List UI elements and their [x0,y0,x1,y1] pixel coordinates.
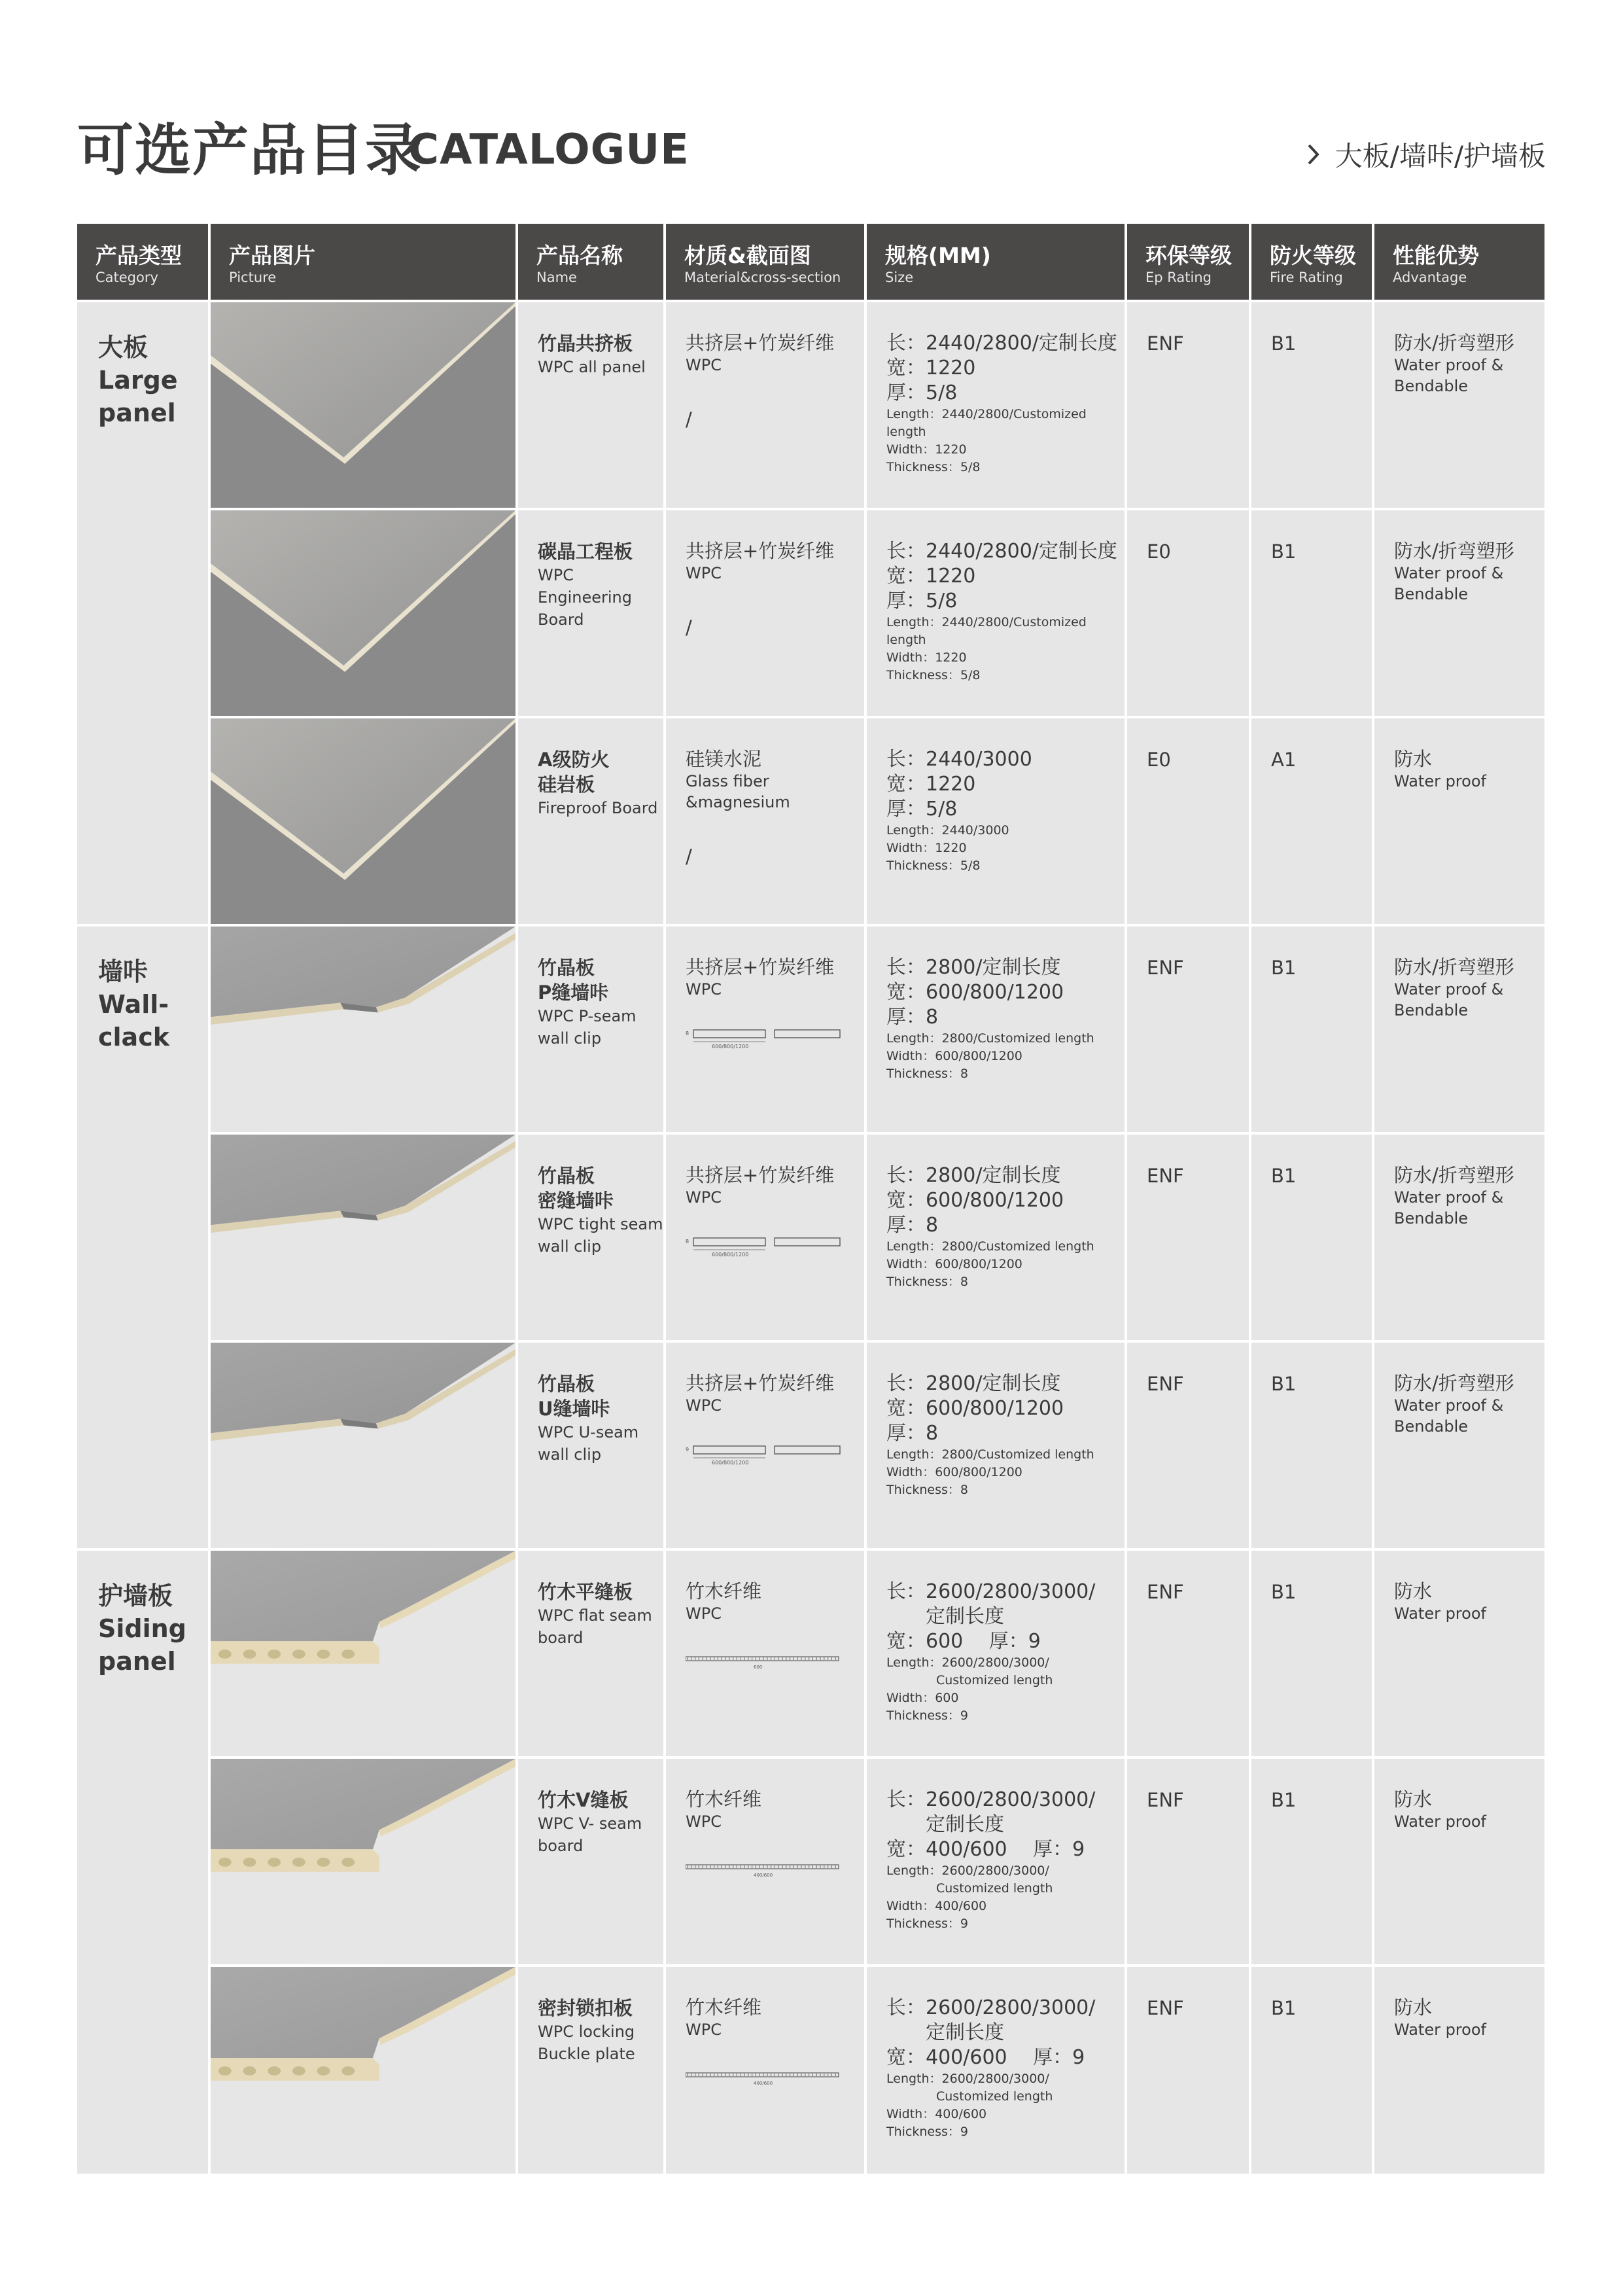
advantage-cell [1373,509,1544,717]
fire-rating-cell [1250,1549,1373,1757]
material-en: WPC [686,1396,722,1415]
product-photo [211,302,515,508]
ep-rating: ENF [1147,332,1184,355]
material-cell [665,509,865,717]
fire-rating: B1 [1271,1789,1297,1811]
size-zh: 长：2440/2800/定制长度 宽：1220 厚：5/8 [886,332,1117,404]
cross-section-placeholder: / [686,845,692,868]
advantage-zh: 防水/折弯塑形 [1394,956,1514,978]
column-header-zh: 产品名称 [536,243,623,268]
fire-rating: B1 [1271,1581,1297,1603]
size-cell [865,717,1126,925]
cross-section-drawing [686,1441,843,1467]
column-header [517,224,665,301]
breadcrumb[interactable] [1306,135,1546,174]
ep-rating: E0 [1147,540,1171,563]
category-cell [77,301,209,925]
size-cell [865,301,1126,509]
material-cell [665,1341,865,1549]
ep-rating-cell [1126,301,1250,509]
size-zh: 长：2600/2800/3000/ 定制长度 宽：400/600 厚：9 [886,1788,1096,1861]
ep-rating: ENF [1147,1997,1184,2019]
material-cell [665,301,865,509]
material-zh: 共挤层+竹炭纤维 [686,956,835,978]
picture-cell [209,509,517,717]
category-cell [77,1549,209,2174]
ep-rating-cell [1126,717,1250,925]
cross-section-placeholder: / [686,408,692,431]
ep-rating: ENF [1147,1165,1184,1187]
fire-rating-cell [1250,1966,1373,2174]
material-cell [665,1966,865,2174]
fire-rating: B1 [1271,540,1297,563]
fire-rating: B1 [1271,1165,1297,1187]
product-name-zh: 竹晶板 密缝墙咔 [538,1165,614,1212]
picture-cell [209,1133,517,1341]
ep-rating-cell [1126,1966,1250,2174]
ep-rating: ENF [1147,1789,1184,1811]
advantage-cell [1373,301,1544,509]
column-header-en: Name [536,270,577,285]
size-cell [865,925,1126,1133]
table-row [77,925,1544,1133]
advantage-zh: 防水 [1394,1996,1433,2019]
column-header [77,224,209,301]
column-header-en: Material&cross-section [684,270,841,285]
size-cell [865,1549,1126,1757]
size-en: Length：2600/2800/3000/ Customized length Width：400/600 Thickness：9 [886,1863,1053,1931]
product-name-en: WPC V- seam board [538,1814,642,1855]
column-header [865,224,1126,301]
fire-rating: B1 [1271,332,1297,355]
column-header-en: Fire Rating [1270,270,1343,285]
material-en: WPC [686,2021,722,2039]
picture-cell [209,301,517,509]
advantage-zh: 防水/折弯塑形 [1394,1372,1514,1394]
advantage-zh: 防水/折弯塑形 [1394,540,1514,562]
table-row [77,509,1544,717]
cross-section-width: 600 [754,1665,763,1670]
ep-rating: ENF [1147,1373,1184,1395]
product-name-en: WPC tight seam wall clip [538,1215,663,1256]
fire-rating: B1 [1271,1997,1297,2019]
picture-cell [209,925,517,1133]
size-cell [865,1966,1126,2174]
table-header [77,224,1544,301]
advantage-cell [1373,1757,1544,1966]
fire-rating-cell [1250,717,1373,925]
column-header-en: Picture [229,270,277,285]
material-cell [665,717,865,925]
material-zh: 共挤层+竹炭纤维 [686,540,835,562]
fire-rating: B1 [1271,957,1297,979]
size-en: Length：2440/2800/Customized length Width：1220 Thickness：5/8 [886,407,1087,474]
advantage-zh: 防水 [1394,1788,1433,1810]
category-name-zh: 护墙板 [98,1581,173,1610]
material-zh: 共挤层+竹炭纤维 [686,332,835,354]
cross-section-thickness: 9 [686,1447,689,1453]
category-name-zh: 大板 [98,333,148,362]
size-en: Length：2600/2800/3000/ Customized length Width：600 Thickness：9 [886,1655,1053,1723]
product-name-en: WPC Engineering Board [538,566,632,629]
advantage-cell [1373,1549,1544,1757]
size-cell [865,509,1126,717]
cross-section-thickness: 8 [686,1031,689,1036]
cross-section-drawing [686,1233,843,1259]
advantage-en: Water proof & Bendable [1394,1396,1504,1436]
column-header-en: Category [96,270,158,285]
fire-rating: A1 [1271,749,1297,771]
material-zh: 共挤层+竹炭纤维 [686,1164,835,1186]
fire-rating-cell [1250,1133,1373,1341]
advantage-zh: 防水 [1394,1580,1433,1602]
fire-rating-cell [1250,1757,1373,1966]
category-name-en: panel [98,1647,176,1676]
product-name-zh: 竹晶板 U缝墙咔 [538,1373,610,1420]
table-row [77,1966,1544,2174]
column-header-zh: 规格(MM) [885,243,991,268]
product-photo [211,927,515,1132]
material-en: WPC [686,1812,722,1831]
chevron-right-icon [1306,143,1321,166]
cross-section-width: 600/800/1200 [712,1460,749,1466]
picture-cell [209,1341,517,1549]
cross-section-width: 400/600 [754,2081,773,2086]
fire-rating-cell [1250,925,1373,1133]
size-cell [865,1133,1126,1341]
product-name-zh: A级防火 硅岩板 [538,749,610,796]
table-row [77,1341,1544,1549]
product-photo [211,1343,515,1548]
ep-rating-cell [1126,925,1250,1133]
column-header-zh: 产品类型 [96,243,182,268]
cross-section-drawing [686,1649,843,1675]
product-photo [211,1759,515,1964]
table-row [77,1757,1544,1966]
material-en: WPC [686,564,722,582]
product-photo [211,510,515,716]
advantage-en: Water proof & Bendable [1394,356,1504,395]
name-cell [517,1757,665,1966]
size-zh: 长：2800/定制长度 宽：600/800/1200 厚：8 [886,1164,1064,1237]
category-name-en: Siding [98,1614,186,1643]
column-header-en: Size [885,270,914,285]
ep-rating-cell [1126,1757,1250,1966]
category-cell [77,925,209,1549]
advantage-cell [1373,1133,1544,1341]
breadcrumb-label: 大板/墙咔/护墙板 [1335,140,1546,172]
picture-cell [209,1966,517,2174]
table-row [77,717,1544,925]
material-en: Glass fiber &magnesium [686,772,790,811]
category-name-en: clack [98,1023,169,1051]
advantage-cell [1373,717,1544,925]
advantage-en: Water proof [1394,772,1486,790]
column-header-zh: 材质&截面图 [684,243,811,268]
product-name-en: WPC flat seam board [538,1606,652,1647]
advantage-zh: 防水/折弯塑形 [1394,332,1514,354]
material-zh: 硅镁水泥 [686,748,762,770]
product-name-en: WPC P-seam wall clip [538,1007,637,1048]
column-header [665,224,865,301]
ep-rating: E0 [1147,749,1171,771]
size-zh: 长：2800/定制长度 宽：600/800/1200 厚：8 [886,1372,1064,1445]
product-photo [211,1135,515,1340]
cross-section-width: 400/600 [754,1873,773,1878]
product-photo [211,718,515,924]
material-cell [665,1757,865,1966]
product-name-zh: 竹晶共挤板 [538,332,633,355]
product-photo [211,1967,515,2174]
ep-rating-cell [1126,509,1250,717]
product-name-en: WPC all panel [538,358,646,376]
cross-section-drawing [686,1025,843,1051]
size-zh: 长：2800/定制长度 宽：600/800/1200 厚：8 [886,956,1064,1029]
name-cell [517,1966,665,2174]
advantage-zh: 防水/折弯塑形 [1394,1164,1514,1186]
column-header-en: Ep Rating [1145,270,1212,285]
size-zh: 长：2440/3000 宽：1220 厚：5/8 [886,748,1032,821]
size-zh: 长：2440/2800/定制长度 宽：1220 厚：5/8 [886,540,1117,612]
size-en: Length：2800/Customized length Width：600/800/1200 Thickness：8 [886,1447,1094,1497]
column-header-zh: 产品图片 [229,243,315,268]
cross-section-width: 600/800/1200 [712,1044,749,1050]
picture-cell [209,1757,517,1966]
size-en: Length：2800/Customized length Width：600/800/1200 Thickness：8 [886,1031,1094,1081]
product-name-zh: 密封锁扣板 [538,1997,633,2019]
advantage-en: Water proof & Bendable [1394,980,1504,1019]
picture-cell [209,1549,517,1757]
category-name-en: panel [98,398,176,427]
column-header-zh: 性能优势 [1393,243,1479,268]
column-header [1250,224,1373,301]
advantage-en: Water proof & Bendable [1394,564,1504,603]
size-zh: 长：2600/2800/3000/ 定制长度 宽：600 厚：9 [886,1580,1096,1653]
advantage-en: Water proof [1394,1812,1486,1831]
size-en: Length：2440/3000 Width：1220 Thickness：5/8 [886,823,1009,873]
cross-section-placeholder: / [686,616,692,639]
product-photo [211,1551,515,1756]
picture-cell [209,717,517,925]
ep-rating: ENF [1147,957,1184,979]
material-cell [665,1549,865,1757]
page-title-en: CATALOGUE [408,126,689,174]
product-name-en: Fireproof Board [538,799,658,817]
column-header-en: Advantage [1393,270,1467,285]
advantage-cell [1373,925,1544,1133]
material-en: WPC [686,980,722,998]
advantage-cell [1373,1966,1544,2174]
size-zh: 长：2600/2800/3000/ 定制长度 宽：400/600 厚：9 [886,1996,1096,2069]
ep-rating-cell [1126,1133,1250,1341]
material-zh: 竹木纤维 [686,1788,762,1810]
ep-rating-cell [1126,1341,1250,1549]
category-name-zh: 墙咔 [98,957,148,986]
product-name-zh: 竹晶板 P缝墙咔 [538,957,609,1004]
product-name-zh: 竹木V缝板 [538,1789,629,1811]
advantage-en: Water proof [1394,1604,1486,1623]
material-zh: 共挤层+竹炭纤维 [686,1372,835,1394]
advantage-zh: 防水 [1394,748,1433,770]
material-en: WPC [686,1604,722,1623]
ep-rating: ENF [1147,1581,1184,1603]
page-title: 可选产品目录 [77,118,423,183]
column-header [1373,224,1544,301]
size-en: Length：2600/2800/3000/ Customized length Width：400/600 Thickness：9 [886,2072,1053,2139]
advantage-en: Water proof & Bendable [1394,1188,1504,1227]
column-header [209,224,517,301]
name-cell [517,1549,665,1757]
cross-section-drawing [686,2065,843,2091]
material-cell [665,925,865,1133]
material-cell [665,1133,865,1341]
name-cell [517,509,665,717]
name-cell [517,1341,665,1549]
column-header-zh: 环保等级 [1145,243,1232,268]
product-name-en: WPC locking Buckle plate [538,2022,635,2063]
name-cell [517,301,665,509]
category-name-en: Large [98,366,178,395]
material-zh: 竹木纤维 [686,1996,762,2019]
material-zh: 竹木纤维 [686,1580,762,1602]
cross-section-thickness: 8 [686,1239,689,1245]
size-cell [865,1757,1126,1966]
product-name-zh: 碳晶工程板 [538,540,633,563]
material-en: WPC [686,1188,722,1207]
name-cell [517,925,665,1133]
column-header [1126,224,1250,301]
product-name-en: WPC U-seam wall clip [538,1423,639,1464]
product-name-zh: 竹木平缝板 [538,1581,633,1603]
table-row [77,1133,1544,1341]
cross-section-width: 600/800/1200 [712,1252,749,1258]
cross-section-drawing [686,1857,843,1883]
column-header-zh: 防火等级 [1270,243,1356,268]
table-row [77,301,1544,509]
material-en: WPC [686,356,722,374]
category-name-en: Wall- [98,990,169,1019]
catalogue-table [77,224,1544,2174]
size-cell [865,1341,1126,1549]
ep-rating-cell [1126,1549,1250,1757]
fire-rating-cell [1250,509,1373,717]
fire-rating: B1 [1271,1373,1297,1395]
name-cell [517,717,665,925]
advantage-cell [1373,1341,1544,1549]
advantage-en: Water proof [1394,2021,1486,2039]
table-row [77,1549,1544,1757]
size-en: Length：2800/Customized length Width：600/800/1200 Thickness：8 [886,1239,1094,1289]
size-en: Length：2440/2800/Customized length Width：1220 Thickness：5/8 [886,615,1087,682]
fire-rating-cell [1250,301,1373,509]
name-cell [517,1133,665,1341]
fire-rating-cell [1250,1341,1373,1549]
